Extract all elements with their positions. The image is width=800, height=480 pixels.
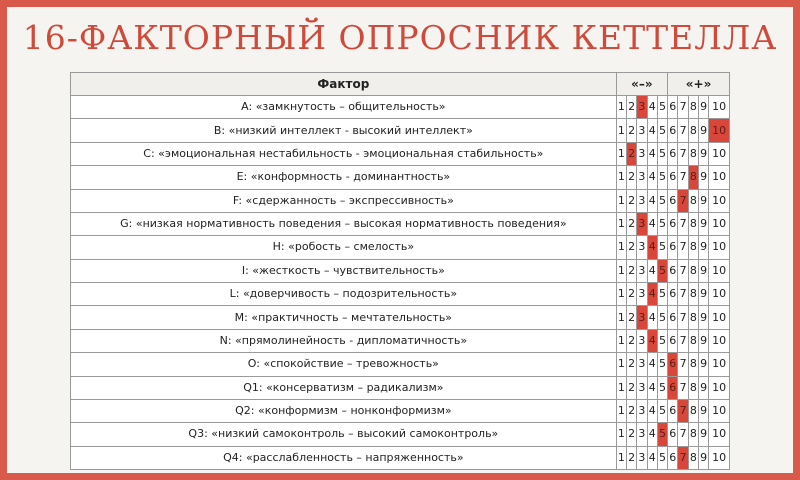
score-cell: 9: [699, 283, 709, 306]
score-cell: 8: [688, 119, 698, 142]
score-cell: 5: [657, 306, 667, 329]
score-cell: 2: [627, 399, 637, 422]
score-cell-selected: 7: [678, 399, 688, 422]
factor-label: G: «низкая нормативность поведения – высокая нормативность поведения»: [71, 212, 617, 235]
score-cell: 10: [709, 142, 730, 165]
score-cell: 4: [647, 306, 657, 329]
score-cell: 5: [657, 399, 667, 422]
factor-label: A: «замкнутость – общительность»: [71, 96, 617, 119]
factor-label: I: «жесткость – чувствительность»: [71, 259, 617, 282]
score-cell: 5: [657, 212, 667, 235]
score-cell: 3: [637, 399, 647, 422]
score-cell: 2: [627, 119, 637, 142]
score-cell-selected: 2: [627, 142, 637, 165]
score-cell: 9: [699, 259, 709, 282]
score-cell: 6: [668, 212, 678, 235]
score-cell: 5: [657, 166, 667, 189]
score-cell: 3: [637, 142, 647, 165]
score-cell: 9: [699, 306, 709, 329]
score-cell: 1: [616, 329, 626, 352]
score-cell: 5: [657, 329, 667, 352]
score-cell: 4: [647, 96, 657, 119]
table-row: [71, 423, 730, 446]
score-cell: 9: [699, 96, 709, 119]
score-cell: 1: [616, 423, 626, 446]
score-cell: 3: [637, 259, 647, 282]
score-cell: 8: [688, 236, 698, 259]
factor-label: H: «робость – смелость»: [71, 236, 617, 259]
table-row: [71, 212, 730, 235]
minus-group-header: «–»: [616, 73, 667, 96]
score-cell: 4: [647, 399, 657, 422]
score-cell: 10: [709, 423, 730, 446]
score-cell: 9: [699, 446, 709, 469]
factor-label: O: «спокойствие – тревожность»: [71, 353, 617, 376]
score-cell: 1: [616, 259, 626, 282]
score-cell: 2: [627, 306, 637, 329]
table-row: [71, 306, 730, 329]
score-cell: 4: [647, 166, 657, 189]
score-cell: 9: [699, 212, 709, 235]
table-row: [71, 446, 730, 469]
score-cell-selected: 8: [688, 166, 698, 189]
factor-label: C: «эмоциональная нестабильность - эмоциональная стабильность»: [71, 142, 617, 165]
score-cell: 8: [688, 96, 698, 119]
score-cell: 6: [668, 399, 678, 422]
score-cell: 5: [657, 189, 667, 212]
table-row: [71, 236, 730, 259]
score-cell: 1: [616, 446, 626, 469]
score-cell: 10: [709, 166, 730, 189]
score-cell: 7: [678, 142, 688, 165]
score-cell: 2: [627, 212, 637, 235]
score-cell: 8: [688, 259, 698, 282]
score-cell: 6: [668, 189, 678, 212]
score-cell: 5: [657, 119, 667, 142]
score-cell: 6: [668, 329, 678, 352]
score-cell: 6: [668, 283, 678, 306]
score-cell: 10: [709, 96, 730, 119]
score-cell: 1: [616, 212, 626, 235]
score-cell: 9: [699, 353, 709, 376]
score-cell: 1: [616, 96, 626, 119]
score-cell: 10: [709, 283, 730, 306]
score-cell: 8: [688, 423, 698, 446]
score-cell: 2: [627, 423, 637, 446]
score-cell: 10: [709, 189, 730, 212]
score-cell-selected: 6: [668, 353, 678, 376]
score-cell: 9: [699, 236, 709, 259]
score-cell: 3: [637, 236, 647, 259]
table-row: [71, 142, 730, 165]
score-cell-selected: 5: [657, 259, 667, 282]
score-cell: 8: [688, 353, 698, 376]
score-cell-selected: 3: [637, 306, 647, 329]
table-row: [71, 283, 730, 306]
factor-label: Q4: «расслабленность – напряженность»: [71, 446, 617, 469]
score-cell: 9: [699, 376, 709, 399]
score-cell: 2: [627, 446, 637, 469]
score-cell: 9: [699, 423, 709, 446]
score-cell: 6: [668, 142, 678, 165]
score-cell: 7: [678, 353, 688, 376]
score-cell: 5: [657, 376, 667, 399]
score-cell: 3: [637, 423, 647, 446]
table-row: [71, 376, 730, 399]
score-cell-selected: 7: [678, 446, 688, 469]
score-cell: 3: [637, 166, 647, 189]
score-cell: 3: [637, 376, 647, 399]
score-cell: 8: [688, 399, 698, 422]
score-cell: 7: [678, 259, 688, 282]
score-cell-selected: 10: [709, 119, 730, 142]
score-cell-selected: 4: [647, 329, 657, 352]
score-cell: 1: [616, 353, 626, 376]
score-cell: 2: [627, 236, 637, 259]
score-cell: 7: [678, 212, 688, 235]
score-cell: 6: [668, 306, 678, 329]
score-cell: 1: [616, 376, 626, 399]
score-cell: 9: [699, 166, 709, 189]
score-cell: 6: [668, 446, 678, 469]
factor-table: [70, 72, 730, 470]
score-cell: 2: [627, 189, 637, 212]
score-cell: 4: [647, 259, 657, 282]
score-cell: 10: [709, 236, 730, 259]
score-cell: 10: [709, 446, 730, 469]
score-cell-selected: 7: [678, 189, 688, 212]
score-cell-selected: 3: [637, 96, 647, 119]
score-cell: 8: [688, 306, 698, 329]
score-cell: 6: [668, 119, 678, 142]
score-cell: 3: [637, 189, 647, 212]
score-cell: 9: [699, 119, 709, 142]
score-cell: 5: [657, 353, 667, 376]
score-cell: 7: [678, 329, 688, 352]
score-cell: 1: [616, 166, 626, 189]
score-cell: 9: [699, 399, 709, 422]
score-cell: 4: [647, 423, 657, 446]
factor-label: F: «сдержанность – экспрессивность»: [71, 189, 617, 212]
page-title: 16-ФАКТОРНЫЙ ОПРОСНИК КЕТТЕЛЛА: [22, 18, 778, 57]
table-row: [71, 399, 730, 422]
score-cell: 4: [647, 446, 657, 469]
score-cell-selected: 6: [668, 376, 678, 399]
score-cell: 10: [709, 353, 730, 376]
score-cell: 3: [637, 353, 647, 376]
score-cell: 5: [657, 236, 667, 259]
score-cell: 1: [616, 306, 626, 329]
score-cell: 1: [616, 189, 626, 212]
score-cell: 6: [668, 423, 678, 446]
score-cell-selected: 3: [637, 212, 647, 235]
score-cell: 1: [616, 236, 626, 259]
score-cell: 1: [616, 119, 626, 142]
score-cell-selected: 4: [647, 283, 657, 306]
score-cell: 7: [678, 283, 688, 306]
score-cell: 7: [678, 306, 688, 329]
score-cell: 7: [678, 423, 688, 446]
score-cell: 1: [616, 283, 626, 306]
score-cell: 10: [709, 259, 730, 282]
score-cell: 5: [657, 142, 667, 165]
score-cell-selected: 4: [647, 236, 657, 259]
score-cell: 2: [627, 96, 637, 119]
score-cell: 10: [709, 329, 730, 352]
table-row: [71, 353, 730, 376]
score-cell: 6: [668, 96, 678, 119]
score-cell: 2: [627, 353, 637, 376]
score-cell: 4: [647, 212, 657, 235]
factor-label: L: «доверчивость – подозрительность»: [71, 283, 617, 306]
score-cell: 4: [647, 119, 657, 142]
factor-label: M: «практичность – мечтательность»: [71, 306, 617, 329]
score-cell: 9: [699, 329, 709, 352]
score-cell: 2: [627, 166, 637, 189]
factor-label: Q3: «низкий самоконтроль – высокий самоконтроль»: [71, 423, 617, 446]
score-cell: 3: [637, 329, 647, 352]
score-cell: 3: [637, 119, 647, 142]
score-cell: 7: [678, 96, 688, 119]
score-cell: 8: [688, 376, 698, 399]
score-cell: 5: [657, 446, 667, 469]
score-cell: 2: [627, 376, 637, 399]
table-row: [71, 96, 730, 119]
poster-frame: [7, 7, 793, 473]
score-cell: 10: [709, 399, 730, 422]
table-row: [71, 119, 730, 142]
score-cell: 7: [678, 236, 688, 259]
score-cell: 7: [678, 166, 688, 189]
factor-label: B: «низкий интеллект - высокий интеллект»: [71, 119, 617, 142]
score-cell: 6: [668, 166, 678, 189]
table-row: [71, 259, 730, 282]
table-row: [71, 329, 730, 352]
score-cell: 8: [688, 283, 698, 306]
score-cell: 8: [688, 189, 698, 212]
score-cell: 6: [668, 259, 678, 282]
score-cell-selected: 5: [657, 423, 667, 446]
score-cell: 5: [657, 96, 667, 119]
factor-label: Q2: «конформизм – нонконформизм»: [71, 399, 617, 422]
score-cell: 3: [637, 283, 647, 306]
table-header-row: [71, 73, 730, 96]
factor-label: E: «конформность - доминантность»: [71, 166, 617, 189]
score-cell: 8: [688, 329, 698, 352]
score-cell: 10: [709, 376, 730, 399]
score-cell: 2: [627, 259, 637, 282]
plus-group-header: «+»: [668, 73, 730, 96]
score-cell: 8: [688, 212, 698, 235]
score-cell: 8: [688, 446, 698, 469]
score-cell: 9: [699, 142, 709, 165]
score-cell: 8: [688, 142, 698, 165]
score-cell: 10: [709, 212, 730, 235]
table-body: [71, 96, 730, 470]
factor-label: N: «прямолинейность - дипломатичность»: [71, 329, 617, 352]
score-cell: 10: [709, 306, 730, 329]
score-cell: 5: [657, 283, 667, 306]
factor-column-header: Фактор: [71, 73, 617, 96]
score-cell: 4: [647, 142, 657, 165]
score-cell: 4: [647, 376, 657, 399]
score-cell: 2: [627, 329, 637, 352]
score-cell: 7: [678, 119, 688, 142]
score-cell: 7: [678, 376, 688, 399]
table-row: [71, 166, 730, 189]
score-cell: 6: [668, 236, 678, 259]
score-cell: 1: [616, 142, 626, 165]
factor-label: Q1: «консерватизм – радикализм»: [71, 376, 617, 399]
score-cell: 1: [616, 399, 626, 422]
table-row: [71, 189, 730, 212]
score-cell: 4: [647, 189, 657, 212]
score-cell: 2: [627, 283, 637, 306]
score-cell: 4: [647, 353, 657, 376]
score-cell: 9: [699, 189, 709, 212]
score-cell: 3: [637, 446, 647, 469]
